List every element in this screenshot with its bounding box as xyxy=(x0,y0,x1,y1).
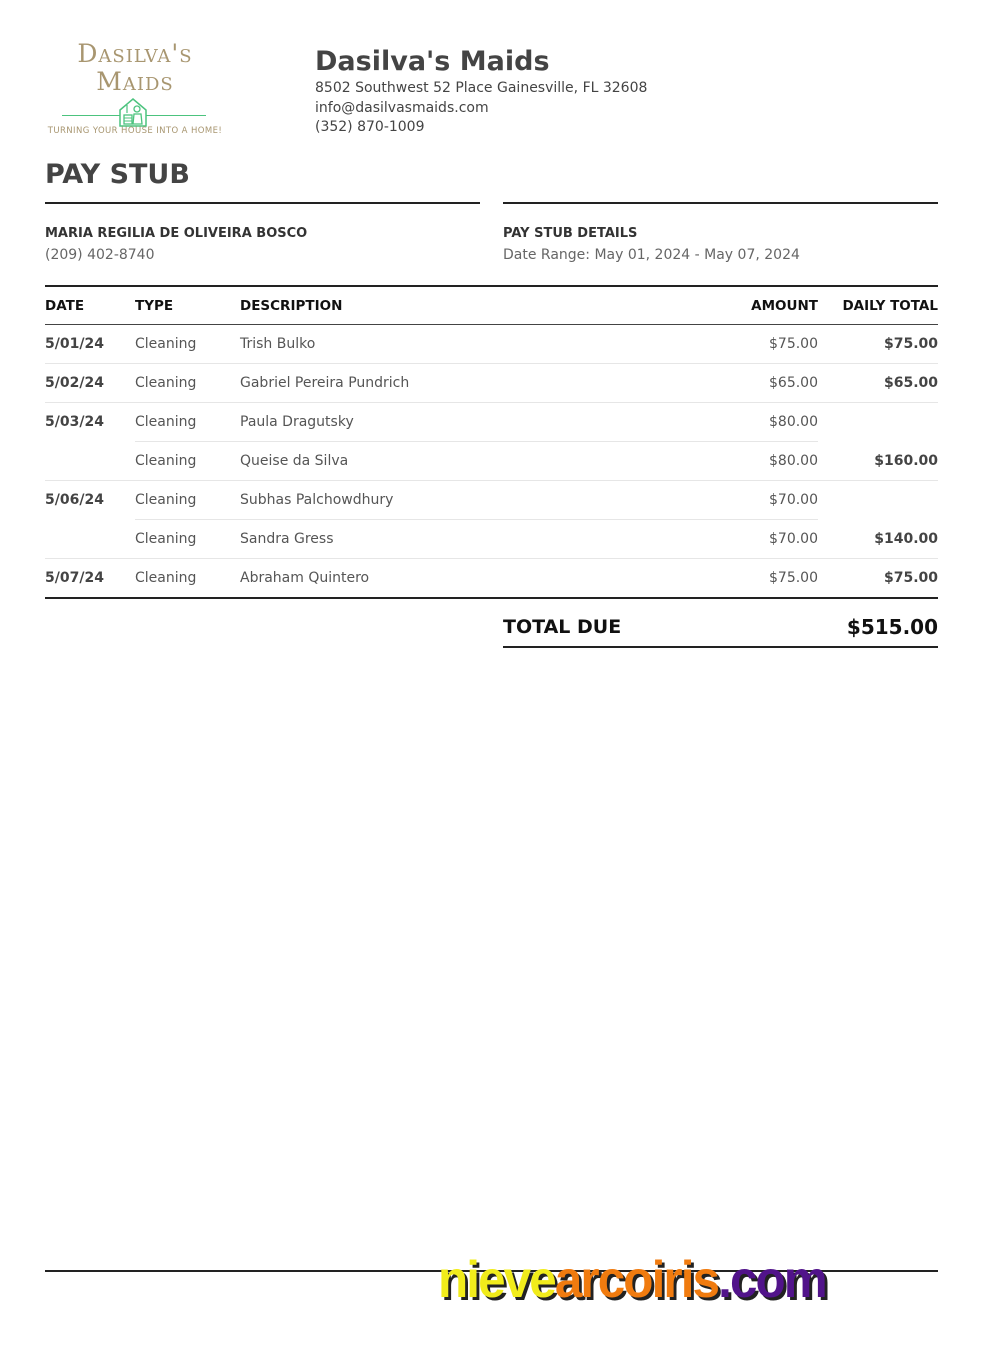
logo-tagline: TURNING YOUR HOUSE INTO A HOME! xyxy=(47,126,223,136)
row-amount: $80.00 xyxy=(728,403,818,442)
company-email: info@dasilvasmaids.com xyxy=(315,99,489,116)
row-type: Cleaning xyxy=(135,403,240,442)
header-date: DATE xyxy=(45,286,135,325)
row-description: Abraham Quintero xyxy=(240,559,728,599)
row-type: Cleaning xyxy=(135,559,240,599)
employee-phone: (209) 402-8740 xyxy=(45,247,155,263)
divider-right xyxy=(503,202,938,204)
date-range: Date Range: May 01, 2024 - May 07, 2024 xyxy=(503,247,800,263)
row-date: 5/06/24 xyxy=(45,492,104,509)
watermark xyxy=(438,1250,826,1310)
row-daily-total: $75.00 xyxy=(818,559,938,599)
row-type: Cleaning xyxy=(135,364,240,403)
row-daily-total: $65.00 xyxy=(818,364,938,403)
total-due-label: TOTAL DUE xyxy=(503,616,622,638)
row-amount: $65.00 xyxy=(728,364,818,403)
row-amount: $75.00 xyxy=(728,559,818,599)
pay-stub-details xyxy=(503,225,800,267)
row-date xyxy=(45,520,135,559)
row-description: Subhas Palchowdhury xyxy=(240,481,728,520)
company-phone: (352) 870-1009 xyxy=(315,119,425,135)
row-date: 5/07/24 xyxy=(45,559,135,599)
header-amount: AMOUNT xyxy=(728,286,818,325)
watermark-part1: nieve xyxy=(438,1251,555,1309)
row-description: Paula Dragutsky xyxy=(240,403,728,442)
table-row xyxy=(45,325,938,364)
row-amount: $70.00 xyxy=(728,481,818,520)
page-title: PAY STUB xyxy=(45,159,190,190)
table-row xyxy=(45,559,938,599)
header-daily-total: DAILY TOTAL xyxy=(818,286,938,325)
row-amount: $70.00 xyxy=(728,520,818,559)
row-type: Cleaning xyxy=(135,520,240,559)
house-icon xyxy=(118,97,148,127)
row-type: Cleaning xyxy=(135,325,240,364)
row-date: 5/02/24 xyxy=(45,364,135,403)
row-date: 5/01/24 xyxy=(45,325,135,364)
row-daily-total: $140.00 xyxy=(818,520,938,559)
row-date xyxy=(45,442,135,481)
employee-name: MARIA REGILIA DE OLIVEIRA BOSCO xyxy=(45,226,308,241)
total-due-value: $515.00 xyxy=(846,615,938,639)
row-daily-total: $160.00 xyxy=(818,442,938,481)
logo-name-line1: Dasilva's xyxy=(77,39,193,68)
row-type: Cleaning xyxy=(135,481,240,520)
row-daily-total: $75.00 xyxy=(818,325,938,364)
watermark-part3: .com xyxy=(718,1251,826,1309)
row-description: Sandra Gress xyxy=(240,520,728,559)
table-row xyxy=(45,481,938,520)
row-description: Queise da Silva xyxy=(240,442,728,481)
header-description: DESCRIPTION xyxy=(240,286,728,325)
row-date: 5/03/24 xyxy=(45,414,104,431)
company-info xyxy=(315,45,647,138)
row-daily-total xyxy=(818,481,938,520)
table-row xyxy=(45,520,938,559)
company-address: 8502 Southwest 52 Place Gainesville, FL 32608 xyxy=(315,80,648,96)
logo-name-line2: Maids xyxy=(96,67,174,96)
divider-left xyxy=(45,202,480,204)
table-row xyxy=(45,364,938,403)
table-header-row xyxy=(45,286,938,325)
company-name: Dasilva's Maids xyxy=(315,46,550,77)
watermark-part2: arcoiris xyxy=(554,1251,719,1309)
total-due-row xyxy=(503,608,938,648)
row-description: Gabriel Pereira Pundrich xyxy=(240,364,728,403)
row-daily-total xyxy=(818,403,938,442)
pay-items-table xyxy=(45,285,938,599)
header-type: TYPE xyxy=(135,286,240,325)
row-amount: $75.00 xyxy=(728,325,818,364)
employee-info xyxy=(45,225,307,267)
details-heading: PAY STUB DETAILS xyxy=(503,226,638,241)
row-type: Cleaning xyxy=(135,442,240,481)
company-logo xyxy=(40,40,230,140)
table-row xyxy=(45,442,938,481)
row-amount: $80.00 xyxy=(728,442,818,481)
table-row xyxy=(45,403,938,442)
row-description: Trish Bulko xyxy=(240,325,728,364)
